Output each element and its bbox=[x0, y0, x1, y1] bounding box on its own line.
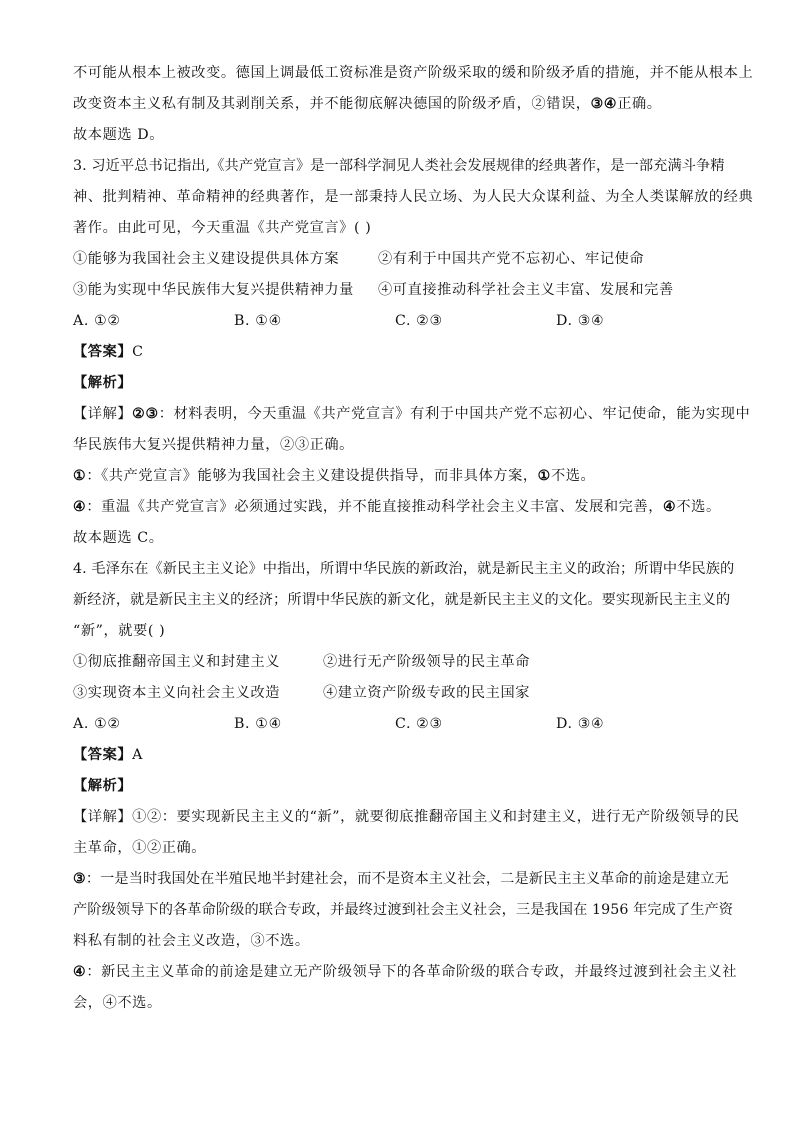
q4-stem-line: “新”，就要( ) bbox=[73, 623, 166, 639]
q3-detail-line: 华民族伟大复兴提供精神力量，②③正确。 bbox=[73, 437, 354, 453]
q4-analysis-label: 【解析】 bbox=[73, 778, 133, 794]
q3-stem-line: 3. 习近平总书记指出,《共产党宣言》是一部科学洞见人类社会发展规律的经典著作，是一部充满斗争精 bbox=[73, 158, 725, 174]
statement-3: ③实现资本主义向社会主义改造 bbox=[73, 685, 281, 701]
bold-span: ②③ bbox=[132, 406, 159, 422]
q3-note-line bbox=[73, 461, 723, 492]
text-span: ：《共产党宣言》能够为我国社会主义建设提供指导，而非具体方案， bbox=[86, 468, 538, 484]
q3-choices bbox=[73, 306, 723, 337]
q3-stem-line: 神、批判精神、革命精神的经典著作，是一部秉持人民立场、为人民大众谋利益、为全人类谋解放的经典 bbox=[73, 189, 754, 205]
q4-stem-line: 4. 毛泽东在《新民主主义论》中指出，所谓中华民族的新政治，就是新民主主义的政治；所谓中华民族的 bbox=[73, 561, 735, 577]
answer-value: A bbox=[132, 747, 144, 763]
q4-note-line bbox=[73, 957, 737, 988]
q4-detail-line bbox=[73, 802, 740, 833]
bold-span: ③④ bbox=[590, 96, 618, 112]
choice-c: C. ②③ bbox=[395, 716, 443, 732]
q3-detail-line bbox=[73, 399, 751, 430]
statement-2: ②进行无产阶级领导的民主革命 bbox=[323, 654, 531, 670]
q2-conclusion: 故本题选 D。 bbox=[73, 127, 165, 143]
q4-statements-row bbox=[73, 678, 723, 709]
q3-statements-row bbox=[73, 244, 723, 275]
answer-label: 【答案】 bbox=[73, 747, 133, 763]
q4-note-line bbox=[73, 864, 729, 895]
q4-answer bbox=[73, 740, 723, 771]
bold-span: ① bbox=[537, 468, 551, 484]
statement-4: ④建立资产阶级专政的民主国家 bbox=[323, 685, 531, 701]
choice-c: C. ②③ bbox=[395, 313, 443, 329]
detail-label: 【详解】 bbox=[73, 406, 133, 422]
text-span: ：材料表明，今天重温《共产党宣言》有利于中国共产党不忘初心、牢记使命，能为实现中 bbox=[158, 406, 751, 422]
document-page bbox=[73, 58, 754, 1019]
q2-explanation-line bbox=[73, 89, 723, 120]
q4-statements-row bbox=[73, 647, 723, 678]
q3-analysis-label: 【解析】 bbox=[73, 375, 133, 391]
q3-stem-line: 著作。由此可见，今天重温《共产党宣言》( ) bbox=[73, 220, 372, 236]
q3-conclusion: 故本题选 C。 bbox=[73, 530, 164, 546]
choice-d: D. ③④ bbox=[556, 716, 605, 732]
q2-explanation-line bbox=[73, 58, 754, 89]
bold-span: ④ bbox=[73, 499, 87, 515]
q4-choices bbox=[73, 709, 723, 740]
choice-b: B. ①④ bbox=[234, 716, 282, 732]
statement-2: ②有利于中国共产党不忘初心、牢记使命 bbox=[378, 251, 645, 267]
text-span: 不选。 bbox=[676, 499, 721, 515]
statement-4: ④可直接推动科学社会主义丰富、发展和完善 bbox=[378, 282, 674, 298]
choice-a: A. ①② bbox=[73, 716, 121, 732]
text-span: 不选。 bbox=[550, 468, 596, 484]
text-span: ①②：要实现新民主主义的“新”，就要彻底推翻帝国主义和封建主义，进行无产阶级领导的民 bbox=[132, 809, 740, 825]
text-span: ：新民主主义革命的前途是建立无产阶级领导下的各革命阶级的联合专政，并最终过渡到社会主义社 bbox=[86, 964, 737, 980]
text-span: ：重温《共产党宣言》必须通过实践，并不能直接推动科学社会主义丰富、发展和完善， bbox=[86, 499, 664, 515]
choice-b: B. ①④ bbox=[234, 313, 282, 329]
q4-note-line: 料私有制的社会主义改造，③不选。 bbox=[73, 933, 310, 949]
answer-value: C bbox=[132, 344, 144, 360]
q4-stem-line: 新经济，就是新民主主义的经济；所谓中华民族的新文化，就是新民主主义的文化。要实现新民主主义的 bbox=[73, 592, 731, 608]
q3-statements-row bbox=[73, 275, 723, 306]
text-span: ：一是当时我国处在半殖民地半封建社会，而不是资本主义社会，二是新民主主义革命的前途是建立无 bbox=[85, 871, 729, 887]
choice-a: A. ①② bbox=[73, 313, 121, 329]
bold-span: ① bbox=[73, 468, 87, 484]
q3-note-line bbox=[73, 492, 723, 523]
text-span: 正确。 bbox=[617, 96, 662, 112]
q3-answer bbox=[73, 337, 723, 368]
q4-note-line: 会，④不选。 bbox=[73, 995, 162, 1011]
statement-3: ③能为实现中华民族伟大复兴提供精神力量 bbox=[73, 282, 354, 298]
statement-1: ①能够为我国社会主义建设提供具体方案 bbox=[73, 251, 340, 267]
answer-label: 【答案】 bbox=[73, 344, 133, 360]
bold-span: ④ bbox=[73, 964, 87, 980]
q4-note-line: 产阶级领导下的各革命阶级的联合专政，并最终过渡到社会主义社会，三是我国在 1956 年完成了生产资 bbox=[73, 902, 734, 918]
q4-detail-line: 主革命，①②正确。 bbox=[73, 840, 207, 856]
choice-d: D. ③④ bbox=[556, 313, 605, 329]
text-span: 不可能从根本上被改变。德国上调最低工资标准是资产阶级采取的缓和阶级矛盾的措施，并不能从根本上 bbox=[73, 65, 754, 81]
bold-span: ③ bbox=[73, 871, 86, 887]
bold-span: ④ bbox=[663, 499, 677, 515]
detail-label: 【详解】 bbox=[73, 809, 133, 825]
text-span: 改变资本主义私有制及其剥削关系，并不能彻底解决德国的阶级矛盾，②错误， bbox=[73, 96, 591, 112]
statement-1: ①彻底推翻帝国主义和封建主义 bbox=[73, 654, 281, 670]
